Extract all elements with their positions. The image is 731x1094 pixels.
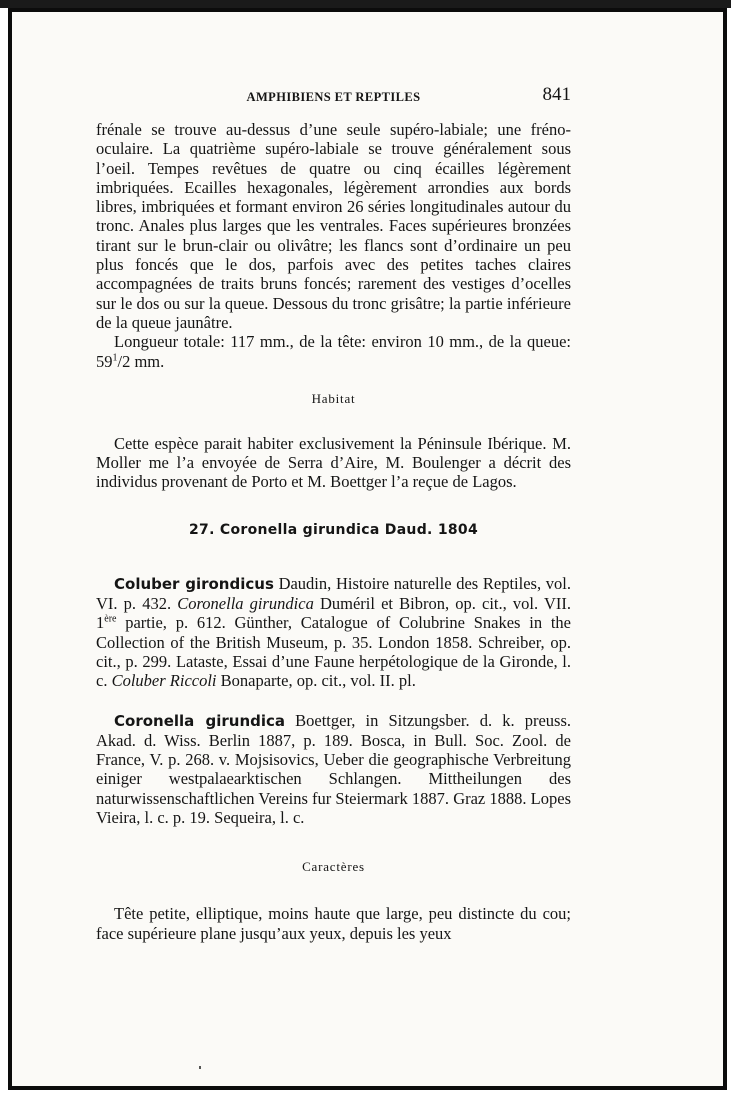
running-title: AMPHIBIENS ET REPTILES: [246, 90, 421, 104]
length-paragraph: [96, 332, 571, 371]
scan-speck: [199, 1066, 201, 1069]
scan-top-edge: [0, 0, 731, 8]
synonym-entry-coluber: [96, 574, 571, 691]
caracteres-paragraph: Tête petite, elliptique, moins haute que large, peu distincte du cou; face supérieure plane jusqu’aux yeux, depuis les yeux: [96, 904, 571, 943]
running-header: [96, 70, 571, 110]
habitat-paragraph: Cette espèce parait habiter exclusivement la Péninsule Ibérique. M. Moller me l’a envoyée de Serra d’Aire, M. Boulenger a décrit des individus provenant de Porto et M. Boettger l’a reçue de Lagos.: [96, 433, 571, 492]
synonym-name: Coluber girondicus: [114, 574, 274, 593]
description-paragraph: frénale se trouve au-dessus d’une seule supéro-labiale; une fréno-oculaire. La quatrième supéro-labiale se trouve généralement sous l’oeil. Tempes revêtues de quatre ou cinq écailles légèrement imbriquées. Ecailles hexagonales, légèrement arrondies aux bords libres, imbriquées et formant environ 26 séries longitudinales autour du tronc. Anales plus larges que les ventrales. Faces supérieures bronzées tirant sur le brun-clair ou olivâtre; les flancs sont d’ordinaire un peu plus foncés que le dos, parfois avec des petites taches claires accompagnées de traits bruns foncés; rarement des vestiges d’ocelles sur le dos ou sur la queue. Dessous du tronc grisâtre; la partie inférieure de la queue jaunâtre.: [96, 120, 571, 332]
synonym-text: Daudin, Histoire naturelle des Reptiles, vol. VI. p. 432.: [96, 573, 571, 614]
synonym-name: Coronella girundica: [114, 711, 286, 730]
page-number: 841: [542, 84, 571, 105]
fraction-numerator: 1: [112, 352, 118, 364]
caracteres-heading: Caractères: [302, 859, 365, 875]
length-text: Longueur totale: 117 mm., de la tête: environ 10 mm., de la queue: 59: [96, 332, 571, 371]
fraction-denominator: /2: [117, 351, 131, 371]
book-page: [96, 70, 571, 943]
synonym-text: partie, p. 612. Günther, Catalogue of Colubrine Snakes in the Collection of the British Museum, p. 35. London 1858. Schreiber, op. cit., p. 299. Lataste, Essai d’une Faune herpétologique de la Gironde, l. c.: [96, 613, 571, 691]
synonym-italic-name: Coluber Riccoli: [111, 671, 217, 691]
synonym-italic-name: Coronella girundica: [177, 594, 314, 614]
synonym-entry-coronella: [96, 711, 571, 828]
synonym-text: Boettger, in Sitzungsber. d. k. preuss. Akad. d. Wiss. Berlin 1887, p. 189. Bosca, in Bull. Soc. Zool. de France, V. p. 268. v. Mojsisovics, Ueber die geographische Verbreitung einiger westpalaearktischen Schlangen. Mittheilungen des naturwissenschaftlichen Vereins fur Steiermark 1887. Graz 1888. Lopes Vieira, l. c. p. 19. Sequeira, l. c.: [96, 710, 571, 828]
length-unit: mm.: [130, 351, 165, 371]
synonym-text: Duméril et Bibron, op. cit., vol. VII. 1: [96, 594, 571, 633]
synonym-text: Bonaparte, op. cit., vol. II. pl.: [216, 671, 416, 691]
species-title: 27. Coronella girundica Daud. 1804: [189, 521, 478, 538]
superscript: ère: [104, 613, 117, 625]
habitat-heading: Habitat: [311, 390, 356, 406]
